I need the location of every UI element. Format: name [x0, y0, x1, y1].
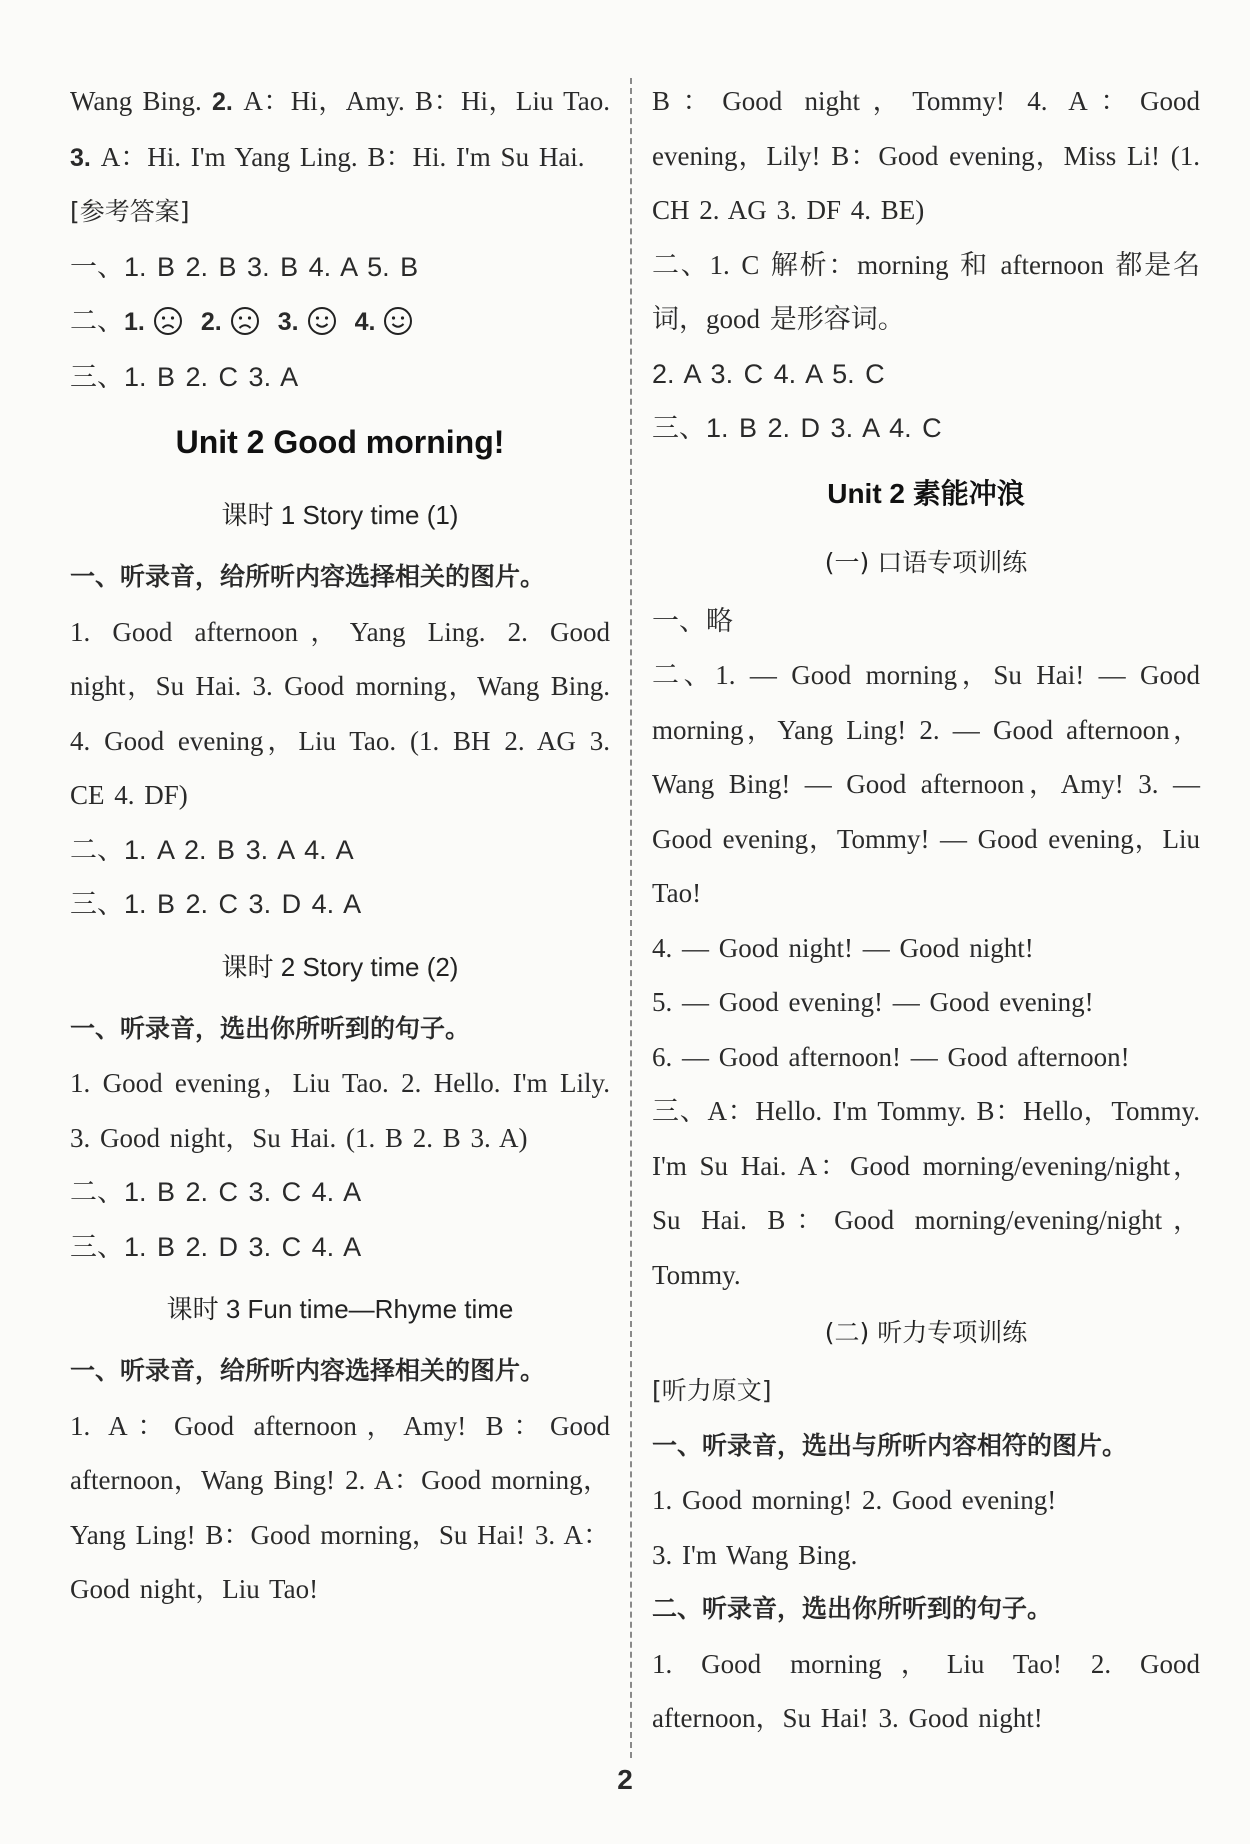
happy-face-icon [383, 306, 413, 336]
lesson-title: 课时 1 Story time (1) [221, 500, 459, 530]
reference-answers-heading: [参考答案] [70, 197, 190, 226]
transcript-text: 1. A：Good afternoon，Amy! B：Good afternoon，Wang Bing! 2. A：Good morning，Yang Ling! B：Good morning，Su Hai! 3. A：Good night，Liu Tao! [70, 1410, 610, 1604]
instruction: 一、听录音，选出与所听内容相符的图片。 [652, 1430, 1128, 1460]
dialogue-text: 6. — Good afternoon! — Good afternoon! [652, 1041, 1130, 1072]
answer-line: 三、1. B 2. D 3. A 4. C [652, 413, 942, 443]
answer-line: 二、1. A 2. B 3. A 4. A [70, 834, 354, 865]
answer-line: 三、1. B 2. C 3. A [70, 361, 299, 392]
right-column [652, 74, 1200, 1746]
dialogue-text: 三、A：Hello. I'm Tommy. B：Hello，Tommy. I'm Su Hai. A：Good morning/evening/night，Su Hai. B：Good morning/evening/night，Tommy. [652, 1096, 1200, 1290]
instruction: 一、听录音，给所听内容选择相关的图片。 [70, 1356, 546, 1385]
dialogue-text: 二、1. — Good morning，Su Hai! — Good morning，Yang Ling! 2. — Good afternoon，Wang Bing! — Good afternoon，Amy! 3. — Good evening，Tommy! — Good evening，Liu Tao! [652, 660, 1200, 908]
page-number: 2 [617, 1764, 633, 1795]
face-answer-line: 二、1. 2. 3. 4. [70, 294, 610, 350]
transcript-text: B：Good night，Tommy! 4. A：Good evening，Lily! B：Good evening，Miss Li! (1. CH 2. AG 3. DF 4. BE) [652, 86, 1200, 225]
happy-face-icon [307, 306, 337, 336]
transcript-text: 1. Good afternoon，Yang Ling. 2. Good night，Su Hai. 3. Good morning，Wang Bing. 4. Good evening，Liu Tao. (1. BH 2. AG 3. CE 4. DF) [70, 616, 610, 810]
answer-line: 三、1. B 2. D 3. C 4. A [70, 1231, 362, 1262]
sad-face-icon [153, 306, 183, 336]
lesson-title: 课时 3 Fun time—Rhyme time [166, 1294, 514, 1324]
answer-line: 2. A 3. C 4. A 5. C [652, 358, 885, 389]
unit-title: Unit 2 Good morning! [175, 424, 505, 460]
dialogue-text: Wang Bing. 2. A：Hi，Amy. B：Hi，Liu Tao. 3. A：Hi. I'm Yang Ling. B：Hi. I'm Su Hai. [70, 86, 610, 172]
section-title: (二) 听力专项训练 [824, 1318, 1028, 1347]
lesson-title: 课时 2 Story time (2) [221, 951, 459, 982]
dialogue-text: 4. — Good night! — Good night! [652, 932, 1034, 963]
left-column [70, 74, 610, 1617]
unit-title: Unit 2 素能冲浪 [827, 477, 1025, 509]
sad-face-icon [230, 306, 260, 336]
listening-script-heading: [听力原文] [652, 1376, 772, 1405]
dialogue-text: 5. — Good evening! — Good evening! [652, 987, 1094, 1017]
answer-line: 三、1. B 2. C 3. D 4. A [70, 889, 362, 919]
column-divider [630, 78, 632, 1758]
transcript-text: 3. I'm Wang Bing. [652, 1539, 858, 1570]
transcript-text: 1. Good evening，Liu Tao. 2. Hello. I'm Lily. 3. Good night，Su Hai. (1. B 2. B 3. A) [70, 1068, 610, 1153]
instruction: 一、听录音，给所听内容选择相关的图片。 [70, 562, 546, 591]
answer-explanation: 二、1. C 解析：morning 和 afternoon 都是名词，good 是形容词。 [652, 249, 1200, 334]
answer-line: 一、略 [652, 605, 733, 636]
transcript-text: 1. Good morning! 2. Good evening! [652, 1485, 1057, 1515]
instruction: 一、听录音，选出你所听到的句子。 [70, 1013, 471, 1043]
transcript-text: 1. Good morning，Liu Tao! 2. Good afternoon，Su Hai! 3. Good night! [652, 1648, 1200, 1733]
section-title: (一) 口语专项训练 [824, 547, 1028, 577]
instruction: 二、听录音，选出你所听到的句子。 [652, 1594, 1053, 1623]
answer-line: 二、1. B 2. C 3. C 4. A [70, 1177, 362, 1207]
answer-line: 一、1. B 2. B 3. B 4. A 5. B [70, 251, 419, 282]
